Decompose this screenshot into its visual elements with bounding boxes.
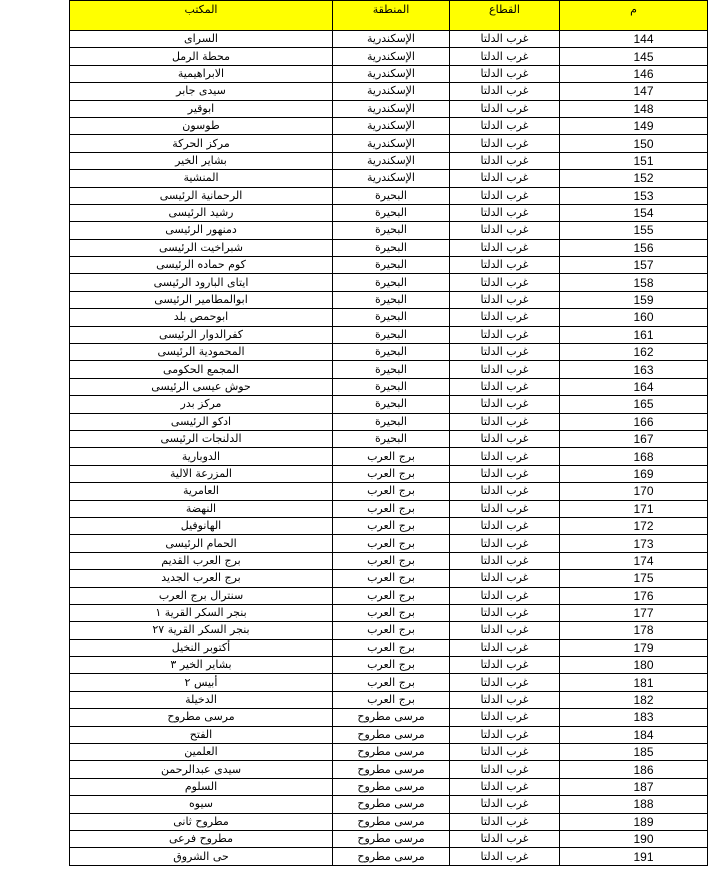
table-row [70,726,708,743]
number-cell: 153 [560,187,708,204]
office-cell: ابوقير [70,100,333,117]
header-number: م [560,1,708,31]
number-cell: 166 [560,413,708,430]
number-cell: 167 [560,430,708,447]
office-cell: برج العرب القديم [70,552,333,569]
region-cell: برج العرب [333,483,450,500]
table-row [70,570,708,587]
table-row [70,813,708,830]
sector-cell: غرب الدلتا [450,570,560,587]
region-cell: الإسكندرية [333,65,450,82]
number-cell: 162 [560,344,708,361]
number-cell: 187 [560,778,708,795]
table-row [70,48,708,65]
office-cell: الدخيلة [70,691,333,708]
region-cell: الإسكندرية [333,170,450,187]
number-cell: 182 [560,691,708,708]
office-cell: الفتح [70,726,333,743]
table-row [70,517,708,534]
table-row [70,257,708,274]
table-row [70,709,708,726]
sector-cell: غرب الدلتا [450,222,560,239]
table-body [70,31,708,866]
table-row [70,483,708,500]
office-cell: المزرعة الالية [70,465,333,482]
region-cell: مرسى مطروح [333,744,450,761]
sector-cell: غرب الدلتا [450,744,560,761]
sector-cell: غرب الدلتا [450,257,560,274]
sector-cell: غرب الدلتا [450,344,560,361]
office-cell: بنجر السكر القرية ٢٧ [70,622,333,639]
table-row [70,535,708,552]
header-row [70,1,708,31]
offices-sheet [69,0,707,866]
sector-cell: غرب الدلتا [450,135,560,152]
office-cell: دمنهور الرئيسى [70,222,333,239]
office-cell: الرحمانية الرئيسى [70,187,333,204]
region-cell: برج العرب [333,570,450,587]
number-cell: 152 [560,170,708,187]
sector-cell: غرب الدلتا [450,639,560,656]
office-cell: بشاير الخير [70,152,333,169]
office-cell: بشاير الخير ٣ [70,657,333,674]
number-cell: 184 [560,726,708,743]
sector-cell: غرب الدلتا [450,848,560,865]
number-cell: 149 [560,117,708,134]
table-row [70,691,708,708]
table-row [70,291,708,308]
sector-cell: غرب الدلتا [450,552,560,569]
sector-cell: غرب الدلتا [450,622,560,639]
region-cell: البحيرة [333,344,450,361]
table-row [70,100,708,117]
sector-cell: غرب الدلتا [450,465,560,482]
region-cell: برج العرب [333,691,450,708]
region-cell: مرسى مطروح [333,761,450,778]
sector-cell: غرب الدلتا [450,726,560,743]
header-sector: القطاع [450,1,560,31]
office-cell: سيدى عبدالرحمن [70,761,333,778]
office-cell: مركز الحركة [70,135,333,152]
sector-cell: غرب الدلتا [450,396,560,413]
number-cell: 147 [560,83,708,100]
sector-cell: غرب الدلتا [450,813,560,830]
sector-cell: غرب الدلتا [450,361,560,378]
number-cell: 176 [560,587,708,604]
sector-cell: غرب الدلتا [450,674,560,691]
number-cell: 174 [560,552,708,569]
sector-cell: غرب الدلتا [450,204,560,221]
office-cell: مرسى مطروح [70,709,333,726]
region-cell: الإسكندرية [333,31,450,48]
number-cell: 163 [560,361,708,378]
region-cell: الإسكندرية [333,48,450,65]
office-cell: السراى [70,31,333,48]
number-cell: 178 [560,622,708,639]
sector-cell: غرب الدلتا [450,587,560,604]
table-row [70,344,708,361]
table-row [70,135,708,152]
table-row [70,604,708,621]
number-cell: 151 [560,152,708,169]
office-cell: العلمين [70,744,333,761]
region-cell: برج العرب [333,674,450,691]
sector-cell: غرب الدلتا [450,413,560,430]
number-cell: 188 [560,796,708,813]
region-cell: البحيرة [333,274,450,291]
region-cell: مرسى مطروح [333,830,450,847]
table-row [70,274,708,291]
sector-cell: غرب الدلتا [450,604,560,621]
office-cell: برج العرب الجديد [70,570,333,587]
number-cell: 181 [560,674,708,691]
number-cell: 164 [560,378,708,395]
number-cell: 169 [560,465,708,482]
office-cell: النهضة [70,500,333,517]
office-cell: المحمودية الرئيسى [70,344,333,361]
number-cell: 155 [560,222,708,239]
number-cell: 156 [560,239,708,256]
number-cell: 161 [560,326,708,343]
table-row [70,430,708,447]
table-row [70,674,708,691]
table-row [70,170,708,187]
table-row [70,396,708,413]
number-cell: 185 [560,744,708,761]
office-cell: مطروح ثانى [70,813,333,830]
region-cell: برج العرب [333,465,450,482]
table-row [70,413,708,430]
office-cell: ايتاى البارود الرئيسى [70,274,333,291]
region-cell: برج العرب [333,587,450,604]
office-cell: ابوحمص بلد [70,309,333,326]
sector-cell: غرب الدلتا [450,448,560,465]
region-cell: برج العرب [333,657,450,674]
sector-cell: غرب الدلتا [450,187,560,204]
office-cell: أكتوبر النخيل [70,639,333,656]
office-cell: الحمام الرئيسى [70,535,333,552]
number-cell: 157 [560,257,708,274]
sector-cell: غرب الدلتا [450,274,560,291]
region-cell: البحيرة [333,413,450,430]
region-cell: برج العرب [333,604,450,621]
table-row [70,848,708,865]
region-cell: مرسى مطروح [333,726,450,743]
office-cell: كفرالدوار الرئيسى [70,326,333,343]
sector-cell: غرب الدلتا [450,170,560,187]
sector-cell: غرب الدلتا [450,430,560,447]
table-row [70,830,708,847]
office-cell: مطروح فرعى [70,830,333,847]
region-cell: الإسكندرية [333,117,450,134]
region-cell: الإسكندرية [333,135,450,152]
office-cell: أبيس ٢ [70,674,333,691]
number-cell: 146 [560,65,708,82]
sector-cell: غرب الدلتا [450,830,560,847]
sector-cell: غرب الدلتا [450,83,560,100]
office-cell: ادكو الرئيسى [70,413,333,430]
number-cell: 172 [560,517,708,534]
table-row [70,65,708,82]
sector-cell: غرب الدلتا [450,291,560,308]
header-office: المكتب [70,1,333,31]
region-cell: الإسكندرية [333,83,450,100]
office-cell: الدلنجات الرئيسى [70,430,333,447]
office-cell: شبراخيت الرئيسى [70,239,333,256]
number-cell: 191 [560,848,708,865]
region-cell: الإسكندرية [333,100,450,117]
table-row [70,552,708,569]
sector-cell: غرب الدلتا [450,48,560,65]
region-cell: البحيرة [333,378,450,395]
sector-cell: غرب الدلتا [450,239,560,256]
number-cell: 183 [560,709,708,726]
office-cell: السلوم [70,778,333,795]
sector-cell: غرب الدلتا [450,761,560,778]
office-cell: مركز بدر [70,396,333,413]
table-row [70,500,708,517]
number-cell: 159 [560,291,708,308]
table-row [70,622,708,639]
region-cell: برج العرب [333,500,450,517]
number-cell: 150 [560,135,708,152]
sector-cell: غرب الدلتا [450,709,560,726]
number-cell: 177 [560,604,708,621]
region-cell: البحيرة [333,222,450,239]
region-cell: برج العرب [333,622,450,639]
region-cell: البحيرة [333,291,450,308]
table-row [70,152,708,169]
region-cell: برج العرب [333,639,450,656]
region-cell: البحيرة [333,361,450,378]
table-row [70,117,708,134]
number-cell: 144 [560,31,708,48]
office-cell: رشيد الرئيسى [70,204,333,221]
office-cell: بنجر السكر القرية ١ [70,604,333,621]
office-cell: الابراهيمية [70,65,333,82]
sector-cell: غرب الدلتا [450,691,560,708]
office-cell: المجمع الحكومى [70,361,333,378]
sector-cell: غرب الدلتا [450,31,560,48]
office-cell: سيدى جابر [70,83,333,100]
region-cell: البحيرة [333,396,450,413]
number-cell: 175 [560,570,708,587]
number-cell: 179 [560,639,708,656]
office-cell: حى الشروق [70,848,333,865]
table-row [70,326,708,343]
office-cell: كوم حماده الرئيسى [70,257,333,274]
table-row [70,31,708,48]
number-cell: 145 [560,48,708,65]
region-cell: برج العرب [333,517,450,534]
number-cell: 148 [560,100,708,117]
table-row [70,83,708,100]
sector-cell: غرب الدلتا [450,65,560,82]
number-cell: 180 [560,657,708,674]
table-row [70,778,708,795]
number-cell: 186 [560,761,708,778]
region-cell: البحيرة [333,257,450,274]
sector-cell: غرب الدلتا [450,657,560,674]
region-cell: البحيرة [333,239,450,256]
table-row [70,448,708,465]
region-cell: مرسى مطروح [333,848,450,865]
sector-cell: غرب الدلتا [450,535,560,552]
region-cell: الإسكندرية [333,152,450,169]
sector-cell: غرب الدلتا [450,117,560,134]
sector-cell: غرب الدلتا [450,326,560,343]
number-cell: 165 [560,396,708,413]
sector-cell: غرب الدلتا [450,309,560,326]
table-row [70,639,708,656]
table-row [70,222,708,239]
office-cell: المنشية [70,170,333,187]
table-row [70,378,708,395]
sector-cell: غرب الدلتا [450,517,560,534]
region-cell: البحيرة [333,309,450,326]
table-row [70,239,708,256]
region-cell: مرسى مطروح [333,796,450,813]
table-row [70,309,708,326]
number-cell: 190 [560,830,708,847]
table-row [70,204,708,221]
table-row [70,796,708,813]
sector-cell: غرب الدلتا [450,378,560,395]
sector-cell: غرب الدلتا [450,796,560,813]
table-header [70,1,708,31]
region-cell: مرسى مطروح [333,709,450,726]
region-cell: برج العرب [333,552,450,569]
sector-cell: غرب الدلتا [450,152,560,169]
offices-table [69,0,708,866]
region-cell: برج العرب [333,535,450,552]
table-row [70,587,708,604]
table-row [70,744,708,761]
office-cell: ابوالمطامير الرئيسى [70,291,333,308]
region-cell: مرسى مطروح [333,813,450,830]
region-cell: مرسى مطروح [333,778,450,795]
office-cell: سيوه [70,796,333,813]
table-row [70,465,708,482]
region-cell: برج العرب [333,448,450,465]
number-cell: 168 [560,448,708,465]
number-cell: 170 [560,483,708,500]
office-cell: سنترال برج العرب [70,587,333,604]
table-row [70,187,708,204]
header-region: المنطقة [333,1,450,31]
office-cell: الهانوفيل [70,517,333,534]
region-cell: البحيرة [333,430,450,447]
number-cell: 189 [560,813,708,830]
office-cell: الدوبارية [70,448,333,465]
sector-cell: غرب الدلتا [450,778,560,795]
office-cell: حوش عيسى الرئيسى [70,378,333,395]
region-cell: البحيرة [333,326,450,343]
number-cell: 158 [560,274,708,291]
office-cell: محطة الرمل [70,48,333,65]
office-cell: طوسون [70,117,333,134]
sector-cell: غرب الدلتا [450,483,560,500]
number-cell: 160 [560,309,708,326]
sector-cell: غرب الدلتا [450,500,560,517]
sector-cell: غرب الدلتا [450,100,560,117]
table-row [70,657,708,674]
table-row [70,361,708,378]
number-cell: 154 [560,204,708,221]
office-cell: العامرية [70,483,333,500]
region-cell: البحيرة [333,204,450,221]
table-row [70,761,708,778]
number-cell: 171 [560,500,708,517]
region-cell: البحيرة [333,187,450,204]
number-cell: 173 [560,535,708,552]
